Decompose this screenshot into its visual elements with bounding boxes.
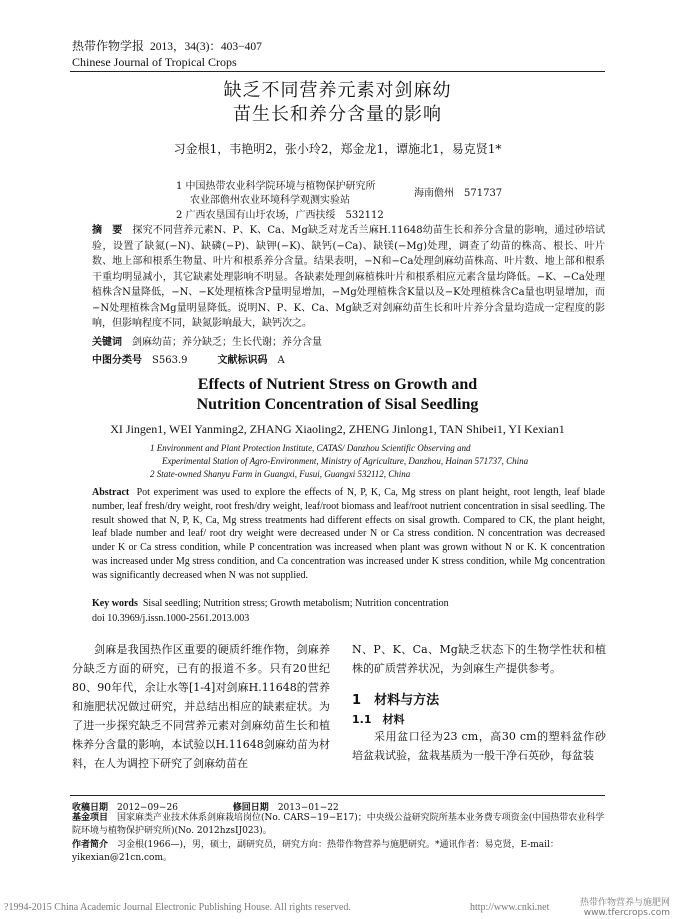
keywords-en-text: Sisal seedling; Nutrition stress; Growth metabolism; Nutrition concentration xyxy=(142,598,449,609)
journal-name-en: Chinese Journal of Tropical Crops xyxy=(72,55,237,69)
received-label: 收稿日期 xyxy=(72,803,109,813)
doc-code-value: A xyxy=(277,355,285,366)
fund-label: 基金项目 xyxy=(72,813,109,823)
received-date: 2012−09−26 xyxy=(117,803,178,813)
body-left-column: 剑麻是我国热作区重要的硬质纤维作物，剑麻养分缺乏方面的研究，已有的报道不多。只有20世纪80、90年代，余让水等[1-4]对剑麻H.11648的营养和施肥状况做过研究，并总结出相应的缺素症状。为了进一步探究缺乏不同营养元素对剑麻幼苗生长和植株养分含量的影响，本试验以H.11648剑麻幼苗为材料，在人为调控下研究了剑麻幼苗在 xyxy=(72,643,330,770)
section-1-title: 材料与方法 xyxy=(374,693,440,708)
section-1-heading xyxy=(352,689,439,708)
abstract-cn xyxy=(92,223,605,332)
section-1-1-number: 1.1 xyxy=(352,713,372,726)
footnote-rule xyxy=(70,795,605,796)
keywords-cn-label: 关键词 xyxy=(92,337,122,348)
author-bio-label: 作者简介 xyxy=(72,840,109,850)
affiliation-cn-2: 2 广西农垦国有山圩农场，广西扶绥 532112 xyxy=(176,210,384,221)
body-right-top: N、P、K、Ca、Mg缺乏状态下的生物学性状和植株的矿质营养状况，为剑麻生产提供参考。 xyxy=(352,643,606,675)
class-label: 中图分类号 xyxy=(92,355,142,366)
fund-line xyxy=(72,812,607,838)
abstract-en-text: Pot experiment was used to explore the effects of N, P, K, Ca, Mg stress on plant height, root length, leaf blade number, leaf fresh/dry weight, root fresh/dry weight, leaf/root biomass and leaf/root nutrient concentration in sisal seedling. The result showed that N, P, K, Ca, Mg stress treatments had different effects on sisal growth. Compared to CK, the plant height, leaf blade number and leaf/ root dry weight were decreased under N or Ca stress condition. N concentration was decreased under K or Ca stress condition, while P concentration was increased when plant was grown without N or K. K concentration was increased under Mg stress condition, and Ca concentration was increased under K stress condition, while Mg concentration was significantly decreased when N was not supplied. xyxy=(92,487,605,581)
affiliation-cn-1a: 1 中国热带农业科学院环境与植物保护研究所 xyxy=(176,181,376,192)
keywords-cn xyxy=(92,333,322,348)
title-cn-line2: 苗生长和养分含量的影响 xyxy=(233,104,442,125)
author-bio-text: 习金根(1966—)，男，硕士，副研究员，研究方向：热带作物营养与施肥研究。*通讯作者：易克贤，E-mail：yikexian@21cn.com。 xyxy=(72,840,559,863)
doi: doi 10.3969/j.issn.1000-2561.2013.003 xyxy=(92,613,250,624)
affiliation-cn-1c: 海南儋州 571737 xyxy=(414,188,503,199)
title-en-line1: Effects of Nutrient Stress on Growth and xyxy=(197,376,478,393)
affiliation-cn-1b: 农业部儋州农业环境科学观测实验站 xyxy=(190,195,350,206)
section-1-1-title: 材料 xyxy=(382,713,405,726)
journal-name-cn: 热带作物学报 xyxy=(72,39,145,53)
authors-en: XI Jingen1, WEI Yanming2, ZHANG Xiaoling2, ZHENG Jinlong1, TAN Shibei1, YI Kexian1 xyxy=(110,422,565,436)
abstract-cn-text: 探究不同营养元素N、P、K、Ca、Mg缺乏对龙舌兰麻H.11648幼苗生长和养分含量的影响，通过砂培试验，设置了缺氮(−N)、缺磷(−P)、缺钾(−K)、缺钙(−Ca)、缺镁(−Mg)处理，调查了幼苗的株高、根长、叶片数、地上部和根系生物量、叶片和根系养分含量。结果表明，−N和−Ca处理剑麻幼苗株高、叶片数、地上部和根系干重均明显减小，其它缺素处理影响不明显。各缺素处理剑麻植株叶片和根系相应元素含量均降低。−K、−Ca处理植株含N量降低，−N、−K处理植株含P量明显增加，−Mg处理植株含K量以及−K处理植株含Ca量也明显增加，而−N处理植株含Mg量明显降低。说明N、P、K、Ca、Mg缺乏对剑麻幼苗生长和叶片养分含量均造成一定程度的影响，但影响程度不同，缺氮影响最大，缺钙次之。 xyxy=(92,225,606,329)
doc-code-label: 文献标识码 xyxy=(217,355,268,366)
section-1-number: 1 xyxy=(352,693,362,708)
affiliation-en-2: 2 State-owned Shanyu Farm in Guangxi, Fusui, Guangxi 532112, China xyxy=(150,469,411,479)
classification-cn xyxy=(92,351,285,366)
title-cn-line1: 缺乏不同营养元素对剑麻幼 xyxy=(223,80,452,101)
keywords-en-label: Key words xyxy=(92,598,138,609)
revised-date: 2013−01−22 xyxy=(277,803,339,813)
affiliation-en-1b: Experimental Station of Agro-Environment, Ministry of Agriculture, Danzhou, Hainan 571737, China xyxy=(162,456,529,466)
abstract-cn-label: 摘 要 xyxy=(92,225,123,236)
cnki-link[interactable]: http://www.cnki.net xyxy=(470,902,550,913)
abstract-en xyxy=(92,486,605,583)
journal-volume: 2013，34(3)：403−407 xyxy=(150,41,262,53)
watermark: 热带作物营养与施肥网 www.tfercrops.com xyxy=(579,898,670,918)
body-right-bottom: 采用盆口径为23 cm，高30 cm的塑料盆作砂培盆栽试验，盆栽基质为一般干净石英砂，每盆装 xyxy=(352,730,606,762)
copyright-notice: ?1994-2015 China Academic Journal Electronic Publishing House. All rights reserved. xyxy=(4,902,351,913)
title-en-line2: Nutrition Concentration of Sisal Seedling xyxy=(196,396,479,413)
affiliation-en-1a: 1 Environment and Plant Protection Institute, CATAS/ Danzhou Scientific Observing and xyxy=(150,443,471,453)
revised-label: 修回日期 xyxy=(232,803,269,813)
section-1-1-heading xyxy=(352,711,405,727)
author-bio-line xyxy=(72,839,607,865)
header-rule xyxy=(70,71,605,72)
authors-cn: 习金根1，韦艳明2，张小玲2，郑金龙1，谭施北1，易克贤1* xyxy=(173,142,502,156)
fund-text: 国家麻类产业技术体系剑麻栽培岗位(No. CARS−19−E17)；中央级公益研究院所基本业务费专项资金(中国热带农业科学院环境与植物保护研究所)(No. 2012hzsIJ023)。 xyxy=(72,813,605,836)
keywords-en xyxy=(92,598,449,609)
keywords-cn-text: 剑麻幼苗；养分缺乏；生长代谢；养分含量 xyxy=(132,337,322,348)
abstract-en-label: Abstract xyxy=(92,487,130,498)
class-value: S563.9 xyxy=(152,355,188,366)
